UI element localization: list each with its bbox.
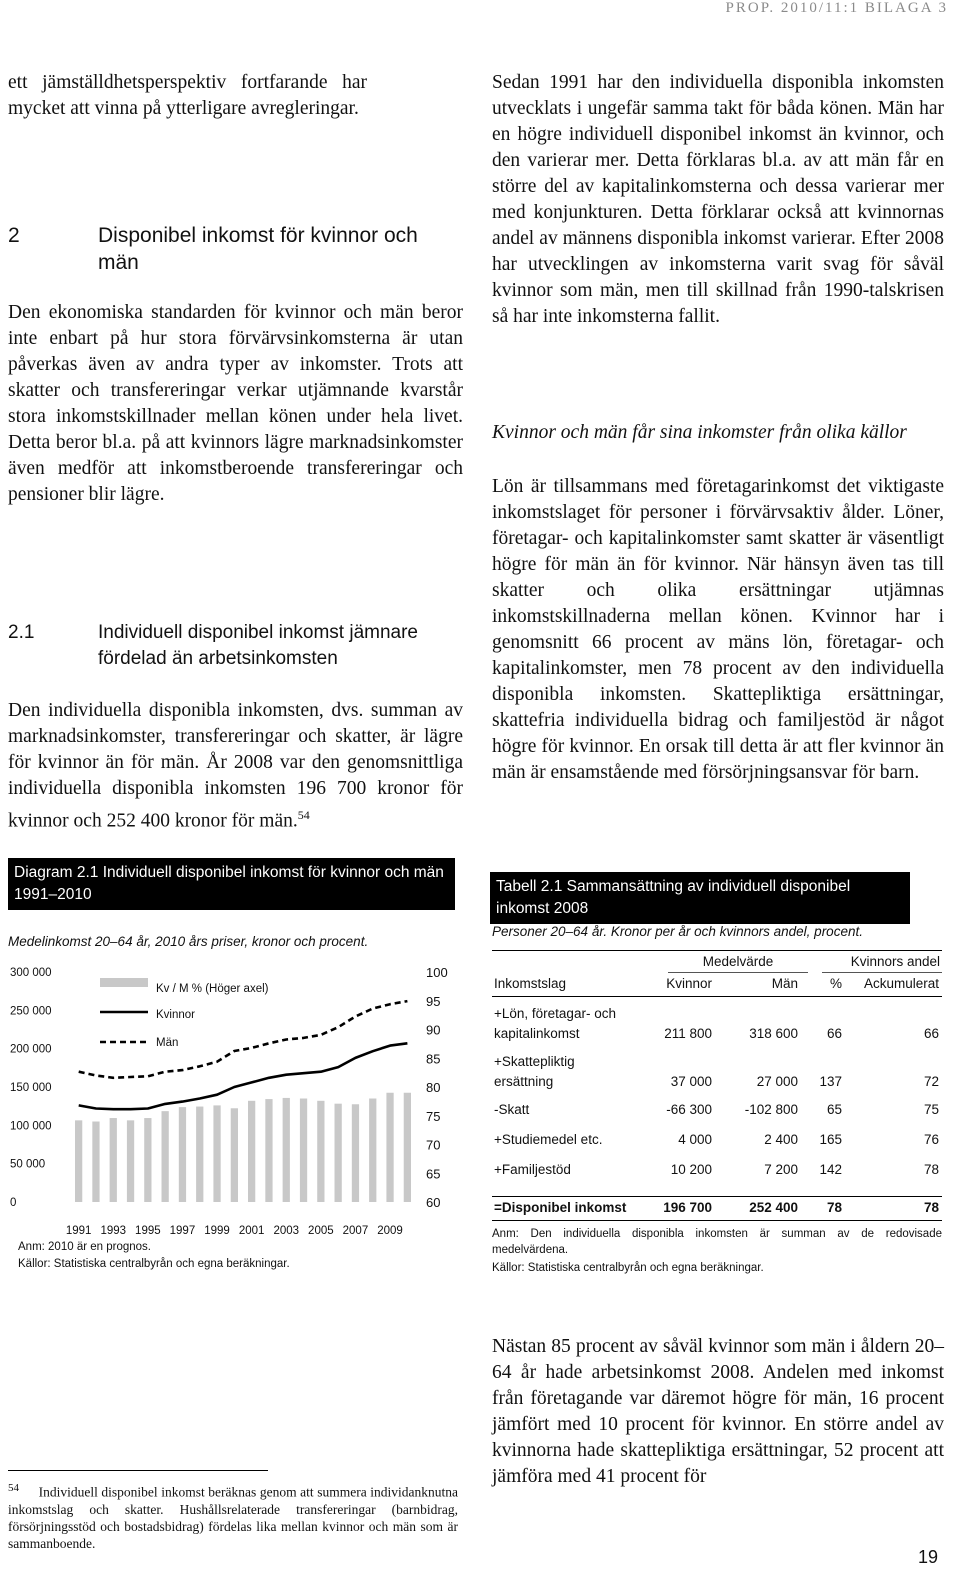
intro-line-1: ett jämställdhetsperspektiv fortfarande har (8, 72, 367, 93)
y-left-tick-label: 250 000 (10, 1005, 52, 1018)
y-right-tick-label: 75 (426, 1108, 441, 1124)
y-left-tick-label: 300 000 (10, 967, 52, 979)
y-right-tick-label: 90 (426, 1022, 441, 1038)
chart-bar (386, 1093, 393, 1202)
row-label: +Familjestöd (494, 1162, 571, 1177)
cell-ack: 72 (923, 1074, 939, 1089)
x-tick-label: 1991 (65, 1225, 92, 1237)
y-right-tick-label: 95 (426, 993, 441, 1009)
chart-bar (369, 1099, 376, 1203)
cell-man: -102 800 (744, 1102, 798, 1117)
paragraph-text: Nästan 85 procent av såväl kvinnor som män i åldern 20–64 år hade arbetsinkomst 2008. Andelen med inkomst från företagande var däremot högre för män, 16 procent jämfört med 10 procent för kvinnor. En större andel av kvinnorna hade skattepliktiga ersättningar, 52 procent att jämföra med 41 procent för (492, 1336, 944, 1487)
chart-bar (283, 1098, 290, 1202)
footnote-text: Individuell disponibel inkomst beräknas genom att summera individanknutna inkomstslag och skatter. Hushållsrelaterade transfereringar (barnbidrag, försörjningsstöd och bostadsbidrag) fördelas lika mellan kvinnor och män som är sammanboende. (8, 1484, 458, 1551)
chart-bar (127, 1120, 134, 1202)
y-left-tick-label: 0 (10, 1197, 17, 1209)
table-total-rule (492, 1196, 942, 1197)
y-right-tick-label: 100 (426, 965, 448, 980)
y-right-tick-label: 85 (426, 1051, 441, 1067)
row-label: -Skatt (494, 1102, 530, 1117)
total-ack: 78 (923, 1200, 939, 1215)
chart-bar (75, 1120, 82, 1202)
cell-pct: 165 (819, 1132, 842, 1147)
paragraph-text (8, 698, 463, 835)
subsection-title: Individuell disponibel inkomst jämnare fördelad än arbetsinkomsten (98, 622, 419, 669)
x-tick-label: 2003 (273, 1225, 300, 1237)
total-kvinnor: 196 700 (663, 1200, 712, 1215)
right-paragraph-2 (492, 474, 944, 786)
table-subtitle: Personer 20–64 år. Kronor per år och kvinnors andel, procent. (492, 924, 863, 939)
row-label-line1: +Lön, företagar- och (494, 1006, 616, 1021)
chart-bar (110, 1118, 117, 1202)
y-right-tick-label: 70 (426, 1137, 441, 1153)
group-header-medelvarde: Medelvärde (702, 954, 774, 969)
x-tick-label: 1997 (169, 1225, 196, 1237)
right-subheading: Kvinnor och män får sina inkomster från olika källor (492, 422, 907, 443)
section-number: 2 (8, 224, 20, 247)
chart-bar (196, 1107, 203, 1202)
chart-bar (352, 1104, 359, 1202)
right-paragraph-1 (492, 70, 944, 330)
table-title (490, 872, 910, 924)
section-heading (8, 222, 463, 282)
table-title-box (490, 872, 910, 924)
x-tick-label: 1995 (135, 1225, 161, 1237)
diagram-title (8, 858, 455, 910)
subsection-heading (8, 620, 463, 676)
table-top-rule (492, 950, 942, 951)
chart-bar (179, 1107, 186, 1202)
cell-man: 318 600 (749, 1026, 798, 1041)
legend-label-bar: Kv / M % (Höger axel) (156, 983, 269, 995)
chart-bar (213, 1105, 220, 1202)
cell-kvinnor: 4 000 (678, 1132, 712, 1147)
x-tick-label: 1993 (100, 1225, 127, 1237)
legend-swatch-bar (100, 978, 148, 987)
chart-bar (92, 1122, 99, 1203)
lines-layer (79, 1001, 408, 1109)
cell-pct: 66 (826, 1026, 842, 1041)
chart-bar (248, 1101, 255, 1202)
y-right-tick-label: 65 (426, 1166, 441, 1182)
chart-bar (317, 1101, 324, 1202)
chart-legend (100, 978, 269, 1049)
section-title: Disponibel inkomst för kvinnor och män (98, 224, 418, 274)
footnote-reference: 54 (297, 808, 310, 822)
total-label: =Disponibel inkomst (494, 1200, 627, 1215)
page-number: 19 (918, 1547, 939, 1567)
cell-pct: 65 (826, 1102, 842, 1117)
running-header: PROP. 2010/11:1 BILAGA 3 (725, 0, 948, 16)
row-label: kapitalinkomst (494, 1026, 580, 1041)
paragraph-text: Sedan 1991 har den individuella disponibla inkomsten utvecklats i ungefär samma takt för båda könen. Män har en högre individuell disponibel inkomst än kvinnor, och den varierar mer. Detta förklaras bl.a. av att män får en större del av kapitalinkomsterna och dessa varierar mer med konjunkturen. Detta förklarar också att kvinnornas andel av männens disponibla inkomst varierar. Efter 2008 har utvecklingen av inkomsterna varit svag för såväl kvinnor som män, men till skillnad från 1990-talskrisen så har inte inkomsterna fallit. (492, 72, 944, 327)
paragraph-text: Lön är tillsammans med företagarinkomst det viktigaste inkomstslaget för personer i förvärvsaktiv ålder. Löner, företagar- och kapitalinkomster samt skatter är väsentligt högre för män än för kvinnor. När hänsyn även tas till skatter och olika ersättningar utjämnas inkomstskillnaderna mellan könen. Kvinnor har i genomsnitt 66 procent av mäns lön, företagar- och kapitalinkomster, men 78 procent av den individuella disponibla inkomsten. Skattepliktiga ersättningar, skattefria individuella bidrag och familjestöd är något högre för kvinnor. En orsak till detta är att fler kvinnor än män är ensamstående med försörjningsansvar för barn. (492, 476, 944, 783)
subsection-number: 2.1 (8, 622, 35, 643)
series-line-kvinnor (79, 1043, 408, 1109)
chart-bar (265, 1099, 272, 1202)
chart-bar (335, 1104, 342, 1202)
cell-ack: 76 (923, 1132, 939, 1147)
col-header-pct: % (829, 976, 842, 991)
paragraph-text: Den ekonomiska standarden för kvinnor och män beror inte enbart på hur stora förvärvsinkomsterna är utan påverkas även av andra typer av inkomster. Trots att skatter och transfereringar verkar utjämnande kvarstår stora inkomstskillnader mellan könen under hela livet. Detta beror bl.a. på att kvinnors lägre marknadsinkomster även medför att inkomstberoende transfereringar och pensioner blir lägre. (8, 302, 463, 505)
table-bottom-rule (492, 1220, 942, 1221)
chart-bar (144, 1118, 151, 1202)
total-pct: 78 (826, 1200, 842, 1215)
cell-pct: 142 (819, 1162, 842, 1177)
col-header-man: Män (771, 976, 798, 991)
table-source: Källor: Statistiska centralbyrån och egna beräkningar. (492, 1262, 764, 1274)
diagram-note: Anm: 2010 är en prognos. (18, 1241, 151, 1253)
y-left-tick-label: 200 000 (10, 1043, 52, 1056)
footnote-number: 54 (8, 1482, 19, 1494)
col-header-kvinnor: Kvinnor (666, 976, 712, 991)
y-left-tick-label: 150 000 (10, 1082, 52, 1094)
y-right-tick-label: 60 (426, 1195, 441, 1210)
col-header-ackumulerat: Ackumulerat (863, 976, 939, 991)
table-title-text: Sammansättning av individuell disponibel inkomst 2008 (496, 878, 851, 917)
row-label: ersättning (494, 1074, 554, 1089)
x-tick-label: 2009 (377, 1225, 403, 1237)
intro-text (8, 70, 463, 122)
cell-kvinnor: 37 000 (670, 1074, 712, 1089)
y-right-tick-label: 80 (426, 1080, 441, 1095)
diagram-title-text: Individuell disponibel inkomst för kvinnor och män 1991–2010 (14, 864, 444, 903)
cell-pct: 137 (819, 1074, 842, 1089)
chart-svg (8, 960, 463, 1245)
col-header-inkomstslag: Inkomstslag (494, 976, 567, 991)
cell-man: 2 400 (764, 1132, 798, 1147)
group-rule-1 (668, 972, 808, 973)
x-tick-label: 1999 (204, 1225, 230, 1237)
intro-line-2: mycket att vinna på ytterligare avregleringar. (8, 98, 359, 119)
diagram-title-box (8, 858, 455, 910)
row-label-line1: +Skattepliktig (494, 1054, 575, 1069)
table-header-rule (492, 996, 942, 997)
table-label: Tabell 2.1 (496, 878, 563, 895)
cell-kvinnor: -66 300 (666, 1102, 712, 1117)
group-header-andel: Kvinnors andel (850, 954, 940, 969)
x-tick-label: 2007 (342, 1225, 369, 1237)
legend-label-man: Män (156, 1037, 179, 1049)
chart-bar (162, 1111, 169, 1202)
row-label: +Studiemedel etc. (494, 1132, 603, 1147)
table-note: Anm: Den individuella disponibla inkomsten är summan av de redovisade medelvärdena. (492, 1228, 942, 1256)
chart-bar (300, 1099, 307, 1203)
cell-ack: 78 (923, 1162, 939, 1177)
cell-ack: 75 (923, 1102, 939, 1117)
chart-bar (231, 1108, 238, 1202)
x-tick-label: 2001 (238, 1225, 265, 1237)
cell-ack: 66 (923, 1026, 939, 1041)
y-left-tick-label: 50 000 (10, 1158, 46, 1171)
subsection-paragraph (8, 698, 463, 835)
right-paragraph-3 (492, 1334, 944, 1490)
cell-man: 27 000 (756, 1074, 798, 1089)
chart-bar (404, 1093, 411, 1202)
legend-label-kvinnor: Kvinnor (156, 1009, 195, 1021)
footnote-divider (8, 1470, 268, 1471)
total-man: 252 400 (749, 1200, 798, 1215)
diagram-source: Källor: Statistiska centralbyrån och egna beräkningar. (18, 1258, 290, 1270)
paragraph-body: Den individuella disponibla inkomsten, dvs. summan av marknadsinkomster, transfereringar och skatter, är lägre för kvinnor än för män. År 2008 var den genomsnittliga individuella disponibla inkomsten 196 700 kronor för kvinnor och 252 400 kronor för män. (8, 700, 463, 832)
group-rule-2 (822, 972, 942, 973)
diagram-label: Diagram 2.1 (14, 864, 99, 881)
cell-kvinnor: 211 800 (664, 1026, 712, 1041)
cell-man: 7 200 (764, 1162, 798, 1177)
footnote (8, 1480, 458, 1552)
x-tick-label: 2005 (308, 1225, 334, 1237)
cell-kvinnor: 10 200 (670, 1162, 712, 1177)
diagram-subtitle: Medelinkomst 20–64 år, 2010 års priser, kronor och procent. (8, 934, 369, 949)
section-paragraph (8, 300, 463, 508)
data-table (492, 950, 942, 1222)
y-left-tick-label: 100 000 (10, 1120, 52, 1133)
